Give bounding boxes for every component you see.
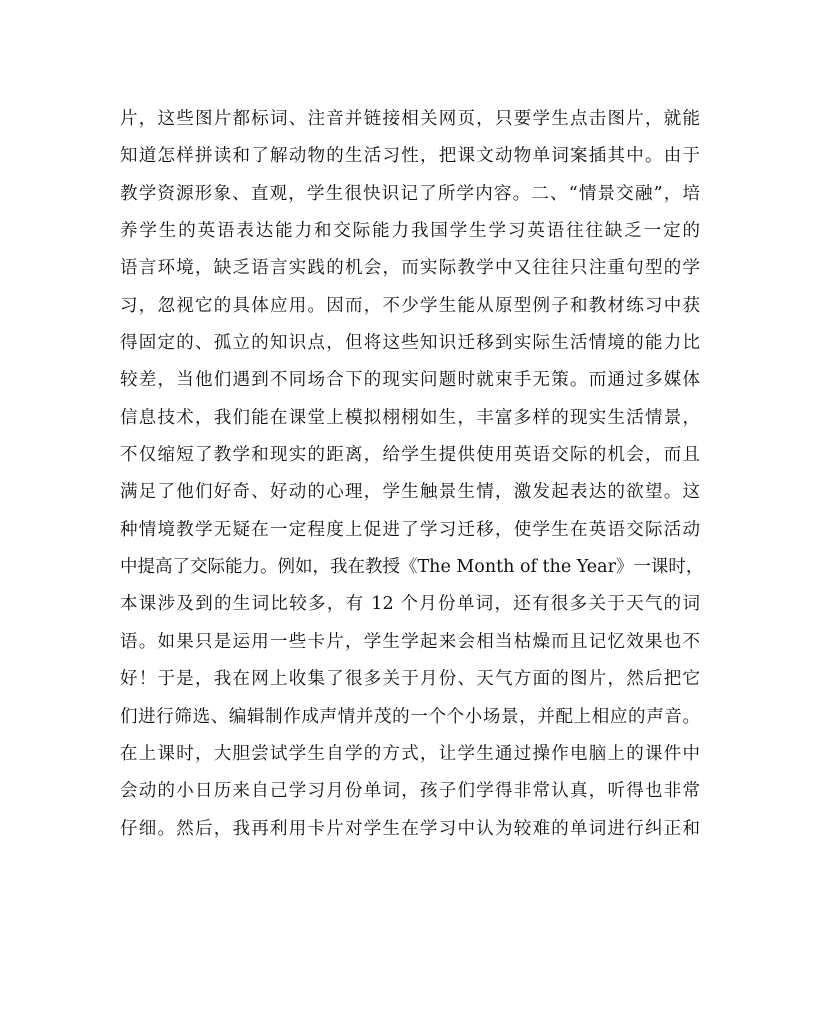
text-line: 满足了他们好奇、好动的心理，学生触景生情，激发起表达的欲望。这 [120,482,700,503]
text-line: 在上课时，大胆尝试学生自学的方式，让学生通过操作电脑上的课件中 [120,743,700,764]
text-line: 片，这些图片都标词、注音并链接相关网页，只要学生点击图片，就能 [120,109,700,129]
body-paragraph [120,101,704,848]
text-line: 教学资源形象、直观，学生很快识记了所学内容。二、“情景交融”，培 [120,183,700,204]
text-line: 信息技术，我们能在课堂上模拟栩栩如生，丰富多样的现实生活情景， [120,407,700,428]
text-line: 会动的小日历来自己学习月份单词，孩子们学得非常认真，听得也非常 [120,781,700,802]
text-line: 习，忽视它的具体应用。因而，不少学生能从原型例子和教材练习中获 [120,295,700,316]
text-line: 中提高了交际能力。例如，我在教授《The Month of the Year》一课时， [120,557,704,578]
text-line: 较差，当他们遇到不同场合下的现实问题时就束手无策。而通过多媒体 [120,370,700,391]
text-line: 得固定的、孤立的知识点，但将这些知识迁移到实际生活情境的能力比 [120,333,700,354]
text-line: 语言环境，缺乏语言实践的机会，而实际教学中又往往只注重句型的学 [120,258,700,279]
text-line: 好！于是，我在网上收集了很多关于月份、天气方面的图片，然后把它 [120,669,700,690]
text-line: 本课涉及到的生词比较多，有 12 个月份单词，还有很多关于天气的词 [120,594,700,615]
text-line: 不仅缩短了教学和现实的距离，给学生提供使用英语交际的机会，而且 [120,445,700,466]
text-line: 养学生的英语表达能力和交际能力我国学生学习英语往往缺乏一定的 [120,221,700,242]
text-line: 仔细。然后，我再利用卡片对学生在学习中认为较难的单词进行纠正和 [120,818,700,839]
text-line: 知道怎样拼读和了解动物的生活习性，把课文动物单词案插其中。由于 [120,146,700,167]
text-line: 语。如果只是运用一些卡片，学生学起来会相当枯燥而且记忆效果也不 [120,631,700,652]
text-line: 们进行筛选、编辑制作成声情并茂的一个个小场景，并配上相应的声音。 [120,706,700,727]
text-line: 种情境教学无疑在一定程度上促进了学习迁移，使学生在英语交际活动 [120,519,700,540]
